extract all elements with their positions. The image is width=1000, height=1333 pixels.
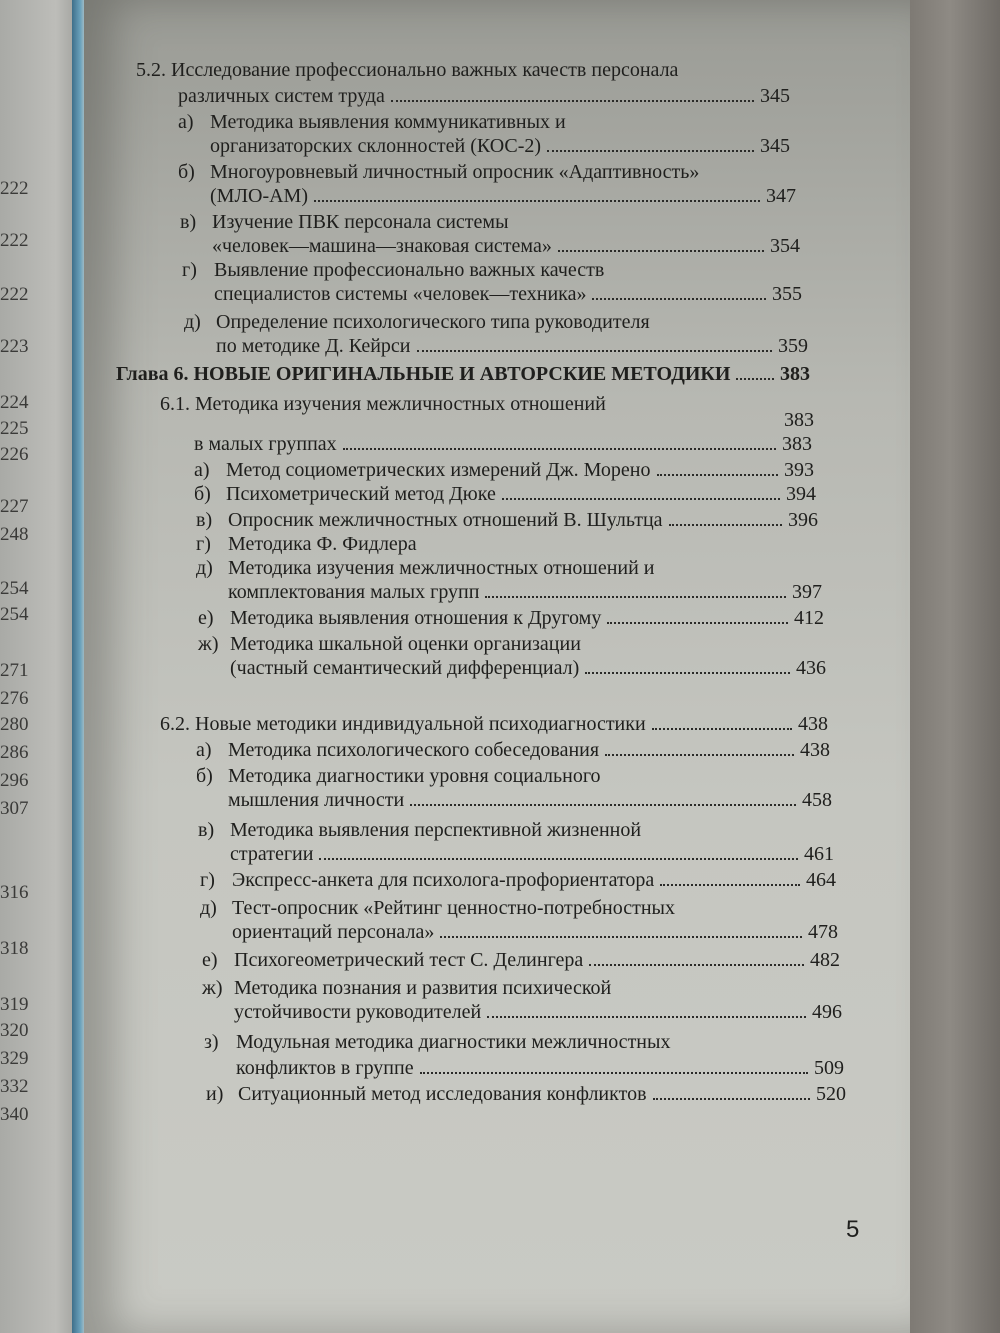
entry-text: Психогеометрический тест С. Делингера <box>234 949 584 971</box>
section-number: 5.2. <box>136 59 166 81</box>
dot-leader <box>652 727 792 730</box>
entry-letter: д) <box>200 897 217 919</box>
background-fabric <box>900 0 1000 1333</box>
toc-subentry <box>178 160 699 184</box>
entry-text: комплектования малых групп <box>228 581 480 603</box>
prev-page-number: 320 <box>0 1020 29 1041</box>
entry-text: Методика познания и развития психической <box>234 977 612 999</box>
dot-leader <box>502 497 780 500</box>
prev-page-number: 318 <box>0 938 29 959</box>
entry-letter: е) <box>198 607 214 629</box>
dot-leader <box>485 595 786 598</box>
prev-page-number: 222 <box>0 230 29 251</box>
entry-text: Изучение ПВК персонала системы <box>212 211 509 233</box>
entry-letter: а) <box>178 111 194 133</box>
dot-leader <box>417 349 773 352</box>
entry-text: Многоуровневый личностный опросник «Адаптивность» <box>210 161 700 183</box>
toc-subentry <box>200 896 675 920</box>
page-ref: 438 <box>798 713 828 735</box>
entry-text: мышления личности <box>228 789 405 811</box>
prev-page-number: 222 <box>0 178 29 199</box>
entry-text: Опросник межличностных отношений В. Шультца <box>228 509 663 531</box>
dot-leader <box>314 199 760 202</box>
prev-page-number: 224 <box>0 392 29 413</box>
entry-text: Методика изучения межличностных отношений и <box>228 557 655 579</box>
toc-entry <box>210 134 790 158</box>
dot-leader <box>319 857 798 860</box>
dot-leader <box>589 963 804 966</box>
page-ref: 383 <box>784 409 814 431</box>
entry-letter: ж) <box>198 633 219 655</box>
toc-chapter-heading <box>116 362 810 386</box>
dot-leader <box>592 297 766 300</box>
page-ref: 396 <box>788 509 818 531</box>
chapter-label: Глава 6. <box>116 363 189 385</box>
prev-page-number: 254 <box>0 578 29 599</box>
prev-page-number: 276 <box>0 688 29 709</box>
prev-page-number: 319 <box>0 994 29 1015</box>
entry-text: ориентаций персонала» <box>232 921 435 943</box>
page-ref: 355 <box>772 283 802 305</box>
toc-subentry <box>204 1030 670 1054</box>
page-ref: 359 <box>778 335 808 357</box>
toc-entry <box>206 1082 846 1106</box>
page-number: 5 <box>846 1216 860 1243</box>
dot-leader <box>669 523 782 526</box>
page-ref: 354 <box>770 235 800 257</box>
page-ref: 461 <box>804 843 834 865</box>
prev-page-number: 329 <box>0 1048 29 1069</box>
prev-page-number: 296 <box>0 770 29 791</box>
prev-page-number: 222 <box>0 284 29 305</box>
section-number: 6.1. <box>160 393 190 415</box>
dot-leader <box>653 1097 810 1100</box>
prev-page-number: 225 <box>0 418 29 439</box>
toc-entry <box>228 580 822 604</box>
toc-section-heading <box>160 712 828 736</box>
toc-section-heading <box>136 58 678 82</box>
entry-text: Определение психологического типа руководителя <box>216 311 650 333</box>
toc-entry <box>194 482 816 506</box>
toc-section-heading <box>160 392 606 416</box>
page-ref: 393 <box>784 459 814 481</box>
entry-letter: а) <box>196 739 212 761</box>
dot-leader <box>391 99 754 102</box>
entry-text: (частный семантический дифференциал) <box>230 657 580 679</box>
toc-entry <box>232 920 838 944</box>
toc-entry <box>200 868 836 892</box>
page-ref: 383 <box>780 363 810 385</box>
entry-text: Методика психологического собеседования <box>228 739 600 761</box>
dot-leader <box>410 803 796 806</box>
dot-leader <box>440 935 802 938</box>
entry-letter: б) <box>194 483 211 505</box>
prev-page-number: 340 <box>0 1104 29 1125</box>
dot-leader <box>585 671 790 674</box>
page-ref: 436 <box>796 657 826 679</box>
toc-entry <box>234 1000 842 1024</box>
toc-entry <box>236 1056 844 1080</box>
previous-page-edge <box>0 0 80 1333</box>
section-title: Новые методики индивидуальной психодиагностики <box>195 713 646 735</box>
toc-subentry <box>196 556 655 580</box>
dot-leader <box>605 753 794 756</box>
toc-entry <box>214 282 802 306</box>
prev-page-number: 280 <box>0 714 29 735</box>
dot-leader <box>343 447 776 450</box>
page-ref: 509 <box>814 1057 844 1079</box>
prev-page-number: 248 <box>0 524 29 545</box>
toc-subentry <box>198 818 641 842</box>
entry-text: стратегии <box>230 843 314 865</box>
entry-text: Ситуационный метод исследования конфликтов <box>238 1083 647 1105</box>
prev-page-number: 271 <box>0 660 29 681</box>
dot-leader <box>607 621 788 624</box>
dot-leader <box>660 883 800 886</box>
toc-entry <box>210 184 796 208</box>
page-ref: 397 <box>792 581 822 603</box>
entry-letter: е) <box>202 949 218 971</box>
entry-text: «человек—машина—знаковая система» <box>212 235 552 257</box>
dot-leader <box>558 249 764 252</box>
toc-entry <box>194 432 812 456</box>
entry-text: Методика выявления отношения к Другому <box>230 607 602 629</box>
toc-subentry <box>196 764 601 788</box>
prev-page-number: 316 <box>0 882 29 903</box>
entry-letter: в) <box>180 211 197 233</box>
section-title: Методика изучения межличностных отношений <box>195 393 606 415</box>
page-ref: 394 <box>786 483 816 505</box>
toc-entry <box>196 508 818 532</box>
entry-letter: д) <box>184 311 201 333</box>
entry-text: Экспресс-анкета для психолога-профориентатора <box>232 869 655 891</box>
entry-text: Психометрический метод Дюке <box>226 483 496 505</box>
toc-subentry <box>196 532 417 556</box>
toc-entry <box>228 788 832 812</box>
entry-text: Методика шкальной оценки организации <box>230 633 581 655</box>
toc-subentry <box>182 258 604 282</box>
entry-letter: г) <box>182 259 197 281</box>
entry-text: Методика диагностики уровня социального <box>228 765 601 787</box>
prev-page-number: 286 <box>0 742 29 763</box>
prev-page-number: 332 <box>0 1076 29 1097</box>
entry-letter: з) <box>204 1031 219 1053</box>
entry-text: по методике Д. Кейрси <box>216 335 411 357</box>
toc-subentry <box>198 632 581 656</box>
toc-entry <box>196 738 830 762</box>
entry-text: в малых группах <box>194 433 337 455</box>
entry-letter: д) <box>196 557 213 579</box>
entry-letter: и) <box>206 1083 224 1105</box>
toc-subentry <box>184 310 650 334</box>
toc-subentry <box>178 110 566 134</box>
entry-letter: а) <box>194 459 210 481</box>
toc-subentry <box>202 976 611 1000</box>
prev-page-number: 223 <box>0 336 29 357</box>
entry-text: Метод социометрических измерений Дж. Морено <box>226 459 651 481</box>
entry-text: различных систем труда <box>178 85 385 107</box>
entry-letter: ж) <box>202 977 223 999</box>
page-ref: 496 <box>812 1001 842 1023</box>
section-number: 6.2. <box>160 713 190 735</box>
toc-entry <box>194 458 814 482</box>
toc-entry <box>202 948 840 972</box>
entry-letter: г) <box>196 533 211 555</box>
page-ref: 458 <box>802 789 832 811</box>
entry-text: Выявление профессионально важных качеств <box>214 259 605 281</box>
prev-page-number: 226 <box>0 444 29 465</box>
dot-leader <box>547 149 754 152</box>
page-ref: 383 <box>782 433 812 455</box>
table-of-contents <box>84 0 910 1333</box>
dot-leader <box>657 473 779 476</box>
page-ref: 478 <box>808 921 838 943</box>
entry-letter: г) <box>200 869 215 891</box>
toc-entry <box>198 606 824 630</box>
book-page <box>84 0 910 1333</box>
entry-text: Методика выявления перспективной жизненной <box>230 819 642 841</box>
entry-text: Методика выявления коммуникативных и <box>210 111 566 133</box>
entry-text: специалистов системы «человек—техника» <box>214 283 587 305</box>
toc-entry <box>230 842 834 866</box>
toc-entry <box>212 234 800 258</box>
toc-entry <box>230 656 826 680</box>
chapter-title: НОВЫЕ ОРИГИНАЛЬНЫЕ И АВТОРСКИЕ МЕТОДИКИ <box>193 363 731 385</box>
entry-text: Модульная методика диагностики межличностных <box>236 1031 671 1053</box>
entry-letter: б) <box>196 765 213 787</box>
page-ref: 464 <box>806 869 836 891</box>
entry-text: устойчивости руководителей <box>234 1001 482 1023</box>
dot-leader <box>487 1015 806 1018</box>
dot-leader <box>736 377 774 380</box>
prev-page-number: 307 <box>0 798 29 819</box>
page-ref: 412 <box>794 607 824 629</box>
page-ref: 520 <box>816 1083 846 1105</box>
toc-entry <box>216 334 808 358</box>
entry-letter: в) <box>196 509 213 531</box>
page-ref: 345 <box>760 135 790 157</box>
dot-leader <box>420 1071 808 1074</box>
entry-text: Тест-опросник «Рейтинг ценностно-потребностных <box>232 897 675 919</box>
page-ref: 438 <box>800 739 830 761</box>
entry-letter: в) <box>198 819 215 841</box>
entry-text: организаторских склонностей (КОС-2) <box>210 135 542 157</box>
prev-page-number: 254 <box>0 604 29 625</box>
entry-text: Методика Ф. Фидлера <box>228 533 417 555</box>
toc-entry <box>178 84 790 108</box>
entry-text: конфликтов в группе <box>236 1057 414 1079</box>
prev-page-number: 227 <box>0 496 29 517</box>
entry-letter: б) <box>178 161 195 183</box>
toc-subentry <box>180 210 509 234</box>
page-ref: 345 <box>760 85 790 107</box>
page-ref: 482 <box>810 949 840 971</box>
page-ref: 347 <box>766 185 796 207</box>
entry-text: (МЛО-АМ) <box>210 185 308 207</box>
section-title: Исследование профессионально важных качеств персонала <box>171 59 679 81</box>
